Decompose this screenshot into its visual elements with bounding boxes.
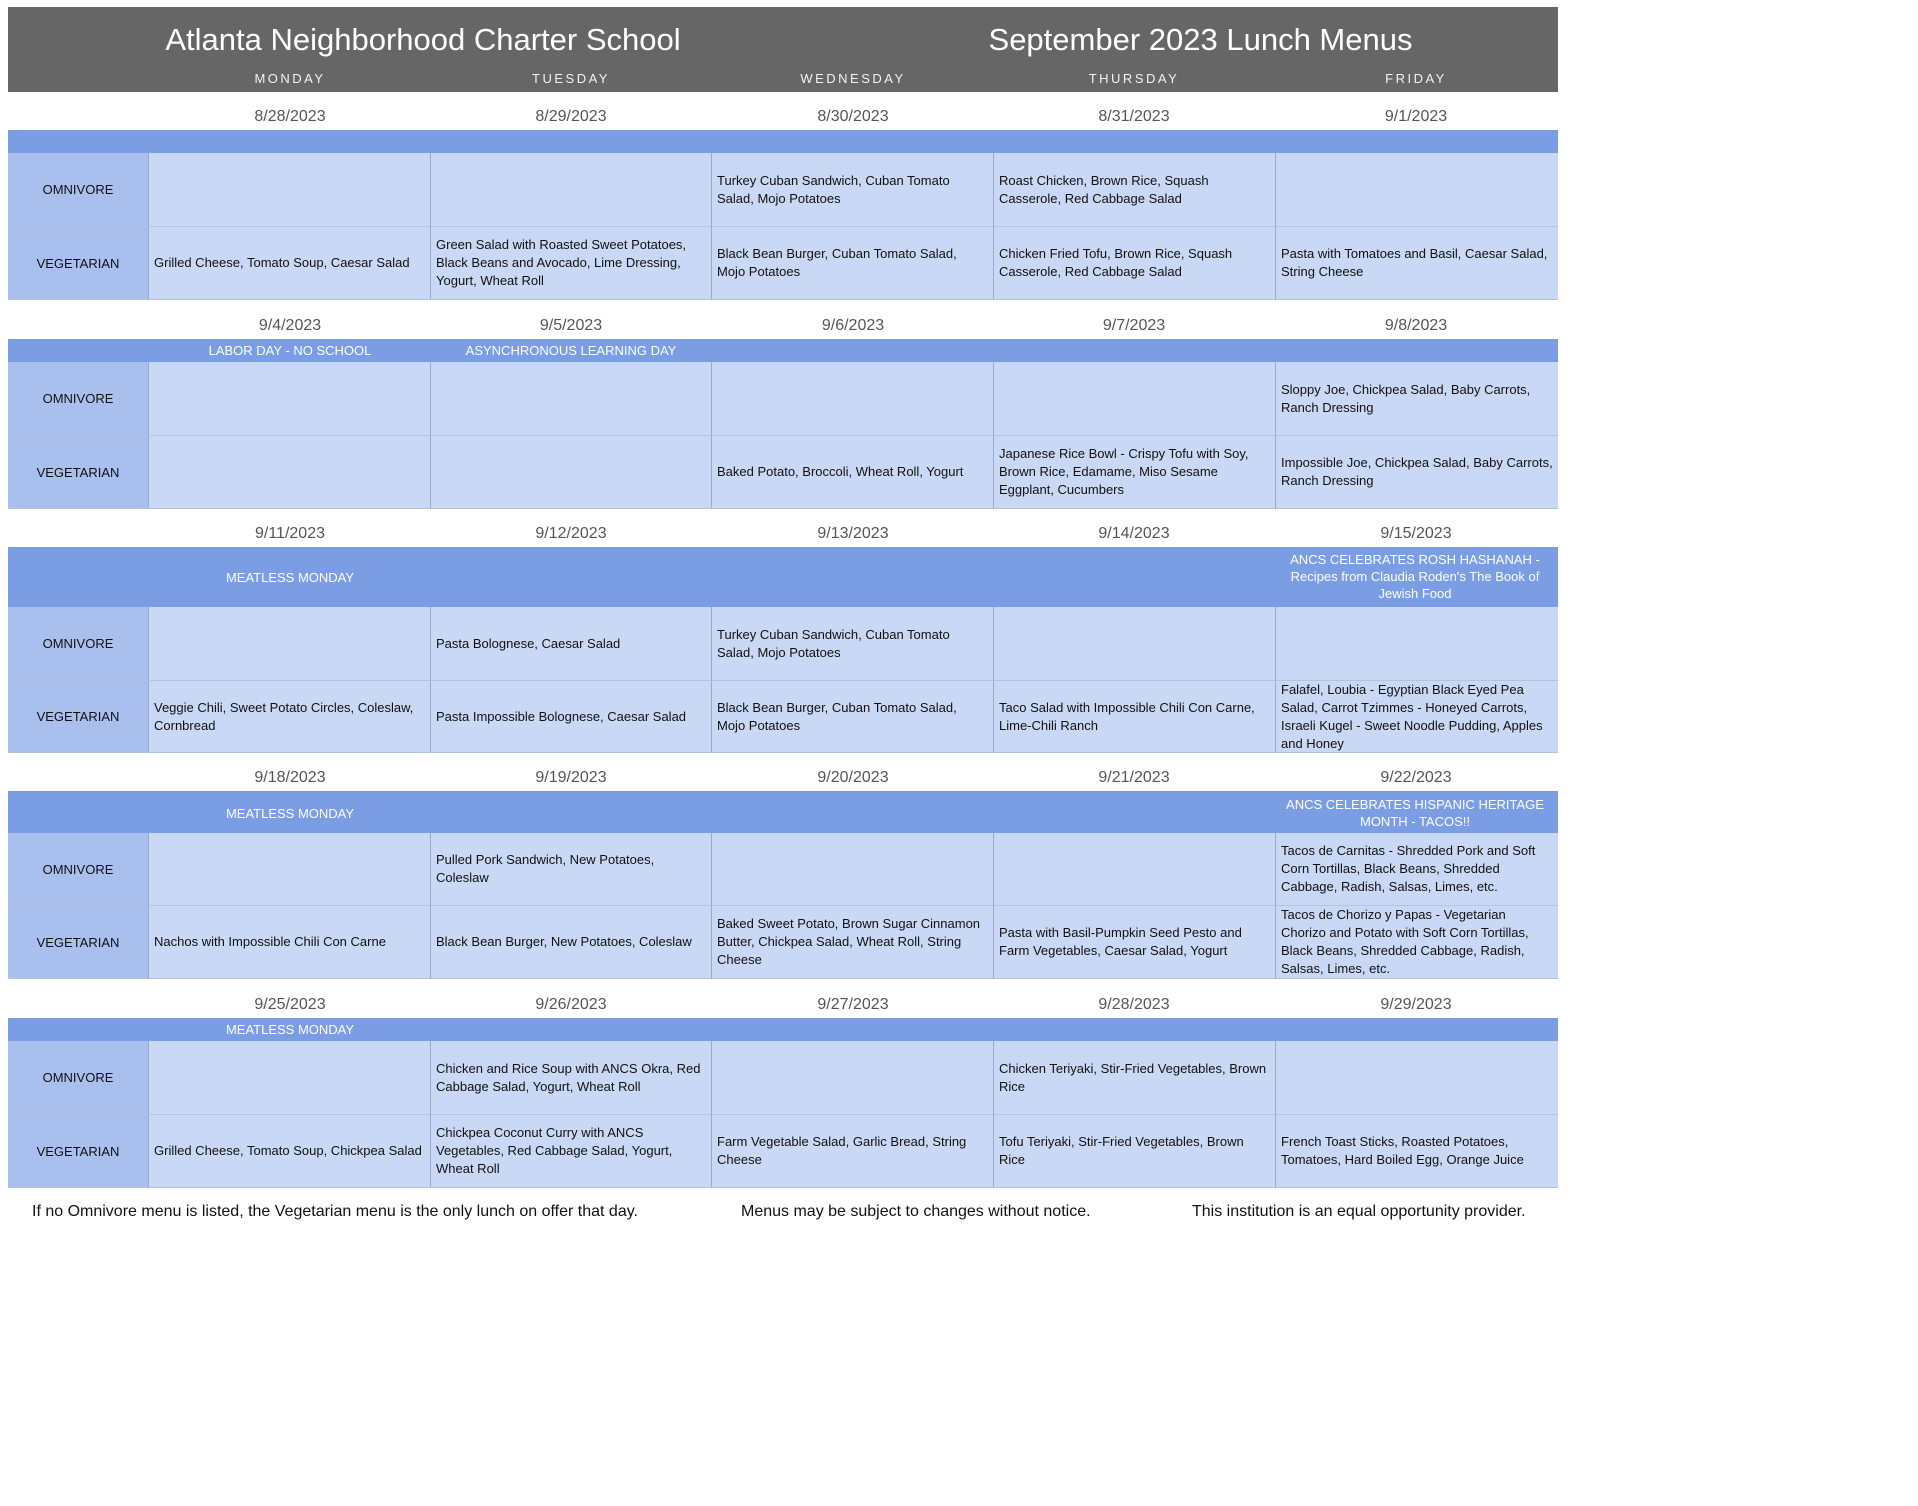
date-cell: 9/15/2023 bbox=[1380, 525, 1452, 542]
omnivore-row bbox=[8, 153, 1558, 227]
menu-cell bbox=[430, 153, 711, 227]
omnivore-label: OMNIVORE bbox=[8, 153, 148, 227]
date-cell: 9/28/2023 bbox=[1098, 996, 1170, 1013]
vegetarian-row bbox=[8, 227, 1558, 300]
vegetarian-label: VEGETARIAN bbox=[8, 436, 148, 509]
menu-text: Japanese Rice Bowl - Crispy Tofu with Soy, Brown Rice, Edamame, Miso Sesame Eggplant, Cucumbers bbox=[999, 446, 1249, 497]
day-thursday: THURSDAY bbox=[1088, 71, 1180, 86]
date-cell: 9/5/2023 bbox=[539, 317, 603, 334]
menu-text: Falafel, Loubia - Egyptian Black Eyed Pea Salad, Carrot Tzimmes - Honeyed Carrots, Israeli Kugel - Sweet Noodle Pudding, Apples and Honey bbox=[1281, 681, 1543, 751]
menu-cell bbox=[993, 227, 1275, 300]
menu-cell bbox=[993, 153, 1275, 227]
menu-cell bbox=[711, 153, 993, 227]
menu-text: Turkey Cuban Sandwich, Cuban Tomato Salad, Mojo Potatoes bbox=[717, 172, 950, 206]
day-note: ASYNCHRONOUS LEARNING DAY bbox=[465, 343, 677, 358]
date-cell: 8/28/2023 bbox=[254, 108, 326, 125]
menu-cell bbox=[711, 227, 993, 300]
day-tuesday: TUESDAY bbox=[532, 71, 610, 86]
menu-cell bbox=[993, 681, 1275, 753]
menu-text: Pasta Bolognese, Caesar Salad bbox=[436, 635, 621, 651]
menu-text: Green Salad with Roasted Sweet Potatoes, Black Beans and Avocado, Lime Dressing, Yogurt, Wheat Roll bbox=[436, 237, 687, 288]
menu-cell bbox=[711, 906, 993, 979]
menu-cell bbox=[430, 681, 711, 753]
menu-cell bbox=[1275, 153, 1558, 227]
vegetarian-row bbox=[8, 436, 1558, 509]
menu-cell bbox=[430, 436, 711, 509]
omnivore-row bbox=[8, 1041, 1558, 1115]
menu-text: Black Bean Burger, Cuban Tomato Salad, Mojo Potatoes bbox=[717, 699, 957, 733]
menu-text: Black Bean Burger, New Potatoes, Coleslaw bbox=[436, 934, 692, 949]
date-cell: 9/8/2023 bbox=[1384, 317, 1448, 334]
menu-text: Baked Potato, Broccoli, Wheat Roll, Yogurt bbox=[717, 464, 964, 479]
menu-text: Tofu Teriyaki, Stir-Fried Vegetables, Brown Rice bbox=[999, 1134, 1244, 1167]
day-note: MEATLESS MONDAY bbox=[225, 570, 355, 585]
week-notes-band bbox=[8, 130, 1558, 153]
menu-text: Farm Vegetable Salad, Garlic Bread, String Cheese bbox=[717, 1134, 967, 1167]
menu-text: Grilled Cheese, Tomato Soup, Chickpea Salad bbox=[154, 1143, 422, 1158]
menu-cell bbox=[993, 362, 1275, 436]
date-cell: 9/4/2023 bbox=[258, 317, 322, 334]
date-cell: 8/31/2023 bbox=[1098, 108, 1170, 125]
menu-cell bbox=[148, 607, 430, 681]
menu-cell bbox=[711, 681, 993, 753]
date-cell: 8/30/2023 bbox=[817, 108, 889, 125]
menu-text: Pasta Impossible Bolognese, Caesar Salad bbox=[436, 708, 687, 724]
menu-cell bbox=[1275, 906, 1558, 979]
menu-cell bbox=[1275, 607, 1558, 681]
menu-cell bbox=[711, 1041, 993, 1115]
date-cell: 9/7/2023 bbox=[1102, 317, 1166, 334]
menu-text: Pasta with Basil-Pumpkin Seed Pesto and Farm Vegetables, Caesar Salad, Yogurt bbox=[999, 925, 1242, 958]
date-cell: 9/12/2023 bbox=[535, 525, 607, 542]
menu-cell bbox=[148, 227, 430, 300]
date-cell: 8/29/2023 bbox=[535, 108, 607, 125]
menu-text: Grilled Cheese, Tomato Soup, Caesar Salad bbox=[154, 255, 410, 270]
menu-text: Chicken Teriyaki, Stir-Fried Vegetables, Brown Rice bbox=[999, 1060, 1267, 1094]
date-cell: 9/14/2023 bbox=[1098, 525, 1170, 542]
menu-cell bbox=[148, 1041, 430, 1115]
menu-cell bbox=[148, 153, 430, 227]
menu-cell bbox=[993, 906, 1275, 979]
menu-cell bbox=[993, 833, 1275, 906]
menu-text: Tacos de Chorizo y Papas - Vegetarian Chorizo and Potato with Soft Corn Tortillas, Black Beans, Shredded Cabbage, Radish, Salsas, Limes, etc. bbox=[1281, 907, 1529, 976]
omnivore-row bbox=[8, 362, 1558, 436]
footer-note-changes: Menus may be subject to changes without notice. bbox=[741, 1203, 1091, 1220]
menu-cell bbox=[1275, 362, 1558, 436]
menu-text: Taco Salad with Impossible Chili Con Carne, Lime-Chili Ranch bbox=[999, 699, 1255, 733]
vegetarian-row bbox=[8, 1115, 1558, 1188]
vegetarian-row bbox=[8, 906, 1558, 979]
week-notes-band bbox=[8, 791, 1558, 833]
omnivore-label: OMNIVORE bbox=[8, 833, 148, 906]
menu-cell bbox=[148, 906, 430, 979]
week-notes-band bbox=[8, 339, 1558, 362]
menu-cell bbox=[711, 362, 993, 436]
menu-text: Veggie Chili, Sweet Potato Circles, Coleslaw, Cornbread bbox=[154, 699, 414, 733]
date-cell: 9/26/2023 bbox=[535, 996, 607, 1013]
menu-text: French Toast Sticks, Roasted Potatoes, Tomatoes, Hard Boiled Egg, Orange Juice bbox=[1281, 1134, 1524, 1167]
menu-cell bbox=[148, 681, 430, 753]
menu-cell bbox=[711, 833, 993, 906]
menu-cell bbox=[1275, 436, 1558, 509]
menu-cell bbox=[993, 436, 1275, 509]
menu-cell bbox=[1275, 1115, 1558, 1188]
date-cell: 9/13/2023 bbox=[817, 525, 889, 542]
date-cell: 9/18/2023 bbox=[254, 769, 326, 786]
day-monday: MONDAY bbox=[254, 71, 326, 86]
day-note: MEATLESS MONDAY bbox=[225, 806, 355, 821]
omnivore-label: OMNIVORE bbox=[8, 607, 148, 681]
page-title: September 2023 Lunch Menus bbox=[988, 22, 1413, 57]
date-cell: 9/25/2023 bbox=[254, 996, 326, 1013]
omnivore-row bbox=[8, 607, 1558, 681]
menu-cell bbox=[993, 607, 1275, 681]
menu-cell bbox=[148, 1115, 430, 1188]
day-note: MEATLESS MONDAY bbox=[225, 1022, 355, 1037]
day-wednesday: WEDNESDAY bbox=[800, 71, 906, 86]
menu-cell bbox=[1275, 1041, 1558, 1115]
omnivore-label: OMNIVORE bbox=[8, 1041, 148, 1115]
menu-cell bbox=[430, 227, 711, 300]
vegetarian-label: VEGETARIAN bbox=[8, 227, 148, 300]
day-friday: FRIDAY bbox=[1385, 71, 1447, 86]
menu-cell bbox=[1275, 833, 1558, 906]
menu-cell bbox=[148, 436, 430, 509]
menu-text: Chicken Fried Tofu, Brown Rice, Squash Casserole, Red Cabbage Salad bbox=[999, 246, 1233, 279]
menu-cell bbox=[993, 1041, 1275, 1115]
menu-text: Sloppy Joe, Chickpea Salad, Baby Carrots, Ranch Dressing bbox=[1281, 381, 1531, 415]
menu-cell bbox=[430, 607, 711, 681]
date-cell: 9/19/2023 bbox=[535, 769, 607, 786]
menu-cell bbox=[148, 833, 430, 906]
date-cell: 9/6/2023 bbox=[821, 317, 885, 334]
date-cell: 9/22/2023 bbox=[1380, 769, 1452, 786]
menu-text: Nachos with Impossible Chili Con Carne bbox=[154, 934, 386, 949]
menu-text: Pulled Pork Sandwich, New Potatoes, Coleslaw bbox=[436, 852, 655, 885]
day-note: ANCS CELEBRATES ROSH HASHANAH - Recipes from Claudia Roden's The Book of Jewish Food bbox=[1290, 552, 1540, 601]
vegetarian-label: VEGETARIAN bbox=[8, 1115, 148, 1188]
school-name: Atlanta Neighborhood Charter School bbox=[165, 22, 681, 57]
menu-text: Chickpea Coconut Curry with ANCS Vegetables, Red Cabbage Salad, Yogurt, Wheat Roll bbox=[436, 1125, 673, 1176]
menu-text: Chicken and Rice Soup with ANCS Okra, Red Cabbage Salad, Yogurt, Wheat Roll bbox=[436, 1060, 701, 1094]
week-notes-band bbox=[8, 547, 1558, 607]
date-cell: 9/1/2023 bbox=[1384, 108, 1448, 125]
date-cell: 9/21/2023 bbox=[1098, 769, 1170, 786]
day-note: LABOR DAY - NO SCHOOL bbox=[208, 343, 372, 358]
vegetarian-label: VEGETARIAN bbox=[8, 681, 148, 753]
menu-cell bbox=[148, 362, 430, 436]
date-cell: 9/11/2023 bbox=[255, 525, 325, 542]
date-cell: 9/20/2023 bbox=[817, 769, 889, 786]
menu-cell bbox=[430, 833, 711, 906]
menu-text: Roast Chicken, Brown Rice, Squash Casserole, Red Cabbage Salad bbox=[999, 172, 1209, 206]
menu-cell bbox=[1275, 227, 1558, 300]
date-cell: 9/27/2023 bbox=[817, 996, 889, 1013]
omnivore-label: OMNIVORE bbox=[8, 362, 148, 436]
menu-text: Baked Sweet Potato, Brown Sugar Cinnamon Butter, Chickpea Salad, Wheat Roll, String Cheese bbox=[717, 916, 981, 967]
menu-cell bbox=[430, 1041, 711, 1115]
menu-text: Pasta with Tomatoes and Basil, Caesar Salad, String Cheese bbox=[1281, 246, 1548, 279]
vegetarian-row bbox=[8, 681, 1558, 753]
menu-text: Impossible Joe, Chickpea Salad, Baby Carrots, Ranch Dressing bbox=[1281, 455, 1553, 488]
day-note: ANCS CELEBRATES HISPANIC HERITAGE MONTH - TACOS!! bbox=[1286, 797, 1544, 829]
menu-cell bbox=[993, 1115, 1275, 1188]
menu-text: Black Bean Burger, Cuban Tomato Salad, Mojo Potatoes bbox=[717, 246, 957, 279]
footer-note-omnivore: If no Omnivore menu is listed, the Vegetarian menu is the only lunch on offer that day. bbox=[32, 1203, 638, 1220]
menu-header bbox=[8, 7, 1558, 92]
week-notes-band bbox=[8, 1018, 1558, 1041]
menu-cell bbox=[1275, 681, 1558, 753]
footer-note-equal-opportunity: This institution is an equal opportunity provider. bbox=[1192, 1203, 1526, 1220]
menu-text: Turkey Cuban Sandwich, Cuban Tomato Salad, Mojo Potatoes bbox=[717, 626, 950, 660]
menu-cell bbox=[430, 1115, 711, 1188]
menu-cell bbox=[711, 1115, 993, 1188]
menu-cell bbox=[711, 607, 993, 681]
omnivore-row bbox=[8, 833, 1558, 906]
menu-cell bbox=[430, 362, 711, 436]
menu-text: Tacos de Carnitas - Shredded Pork and Soft Corn Tortillas, Black Beans, Shredded Cabbage, Radish, Salsas, Limes, etc. bbox=[1281, 843, 1536, 894]
menu-cell bbox=[430, 906, 711, 979]
menu-cell bbox=[711, 436, 993, 509]
vegetarian-label: VEGETARIAN bbox=[8, 906, 148, 979]
date-cell: 9/29/2023 bbox=[1380, 996, 1452, 1013]
